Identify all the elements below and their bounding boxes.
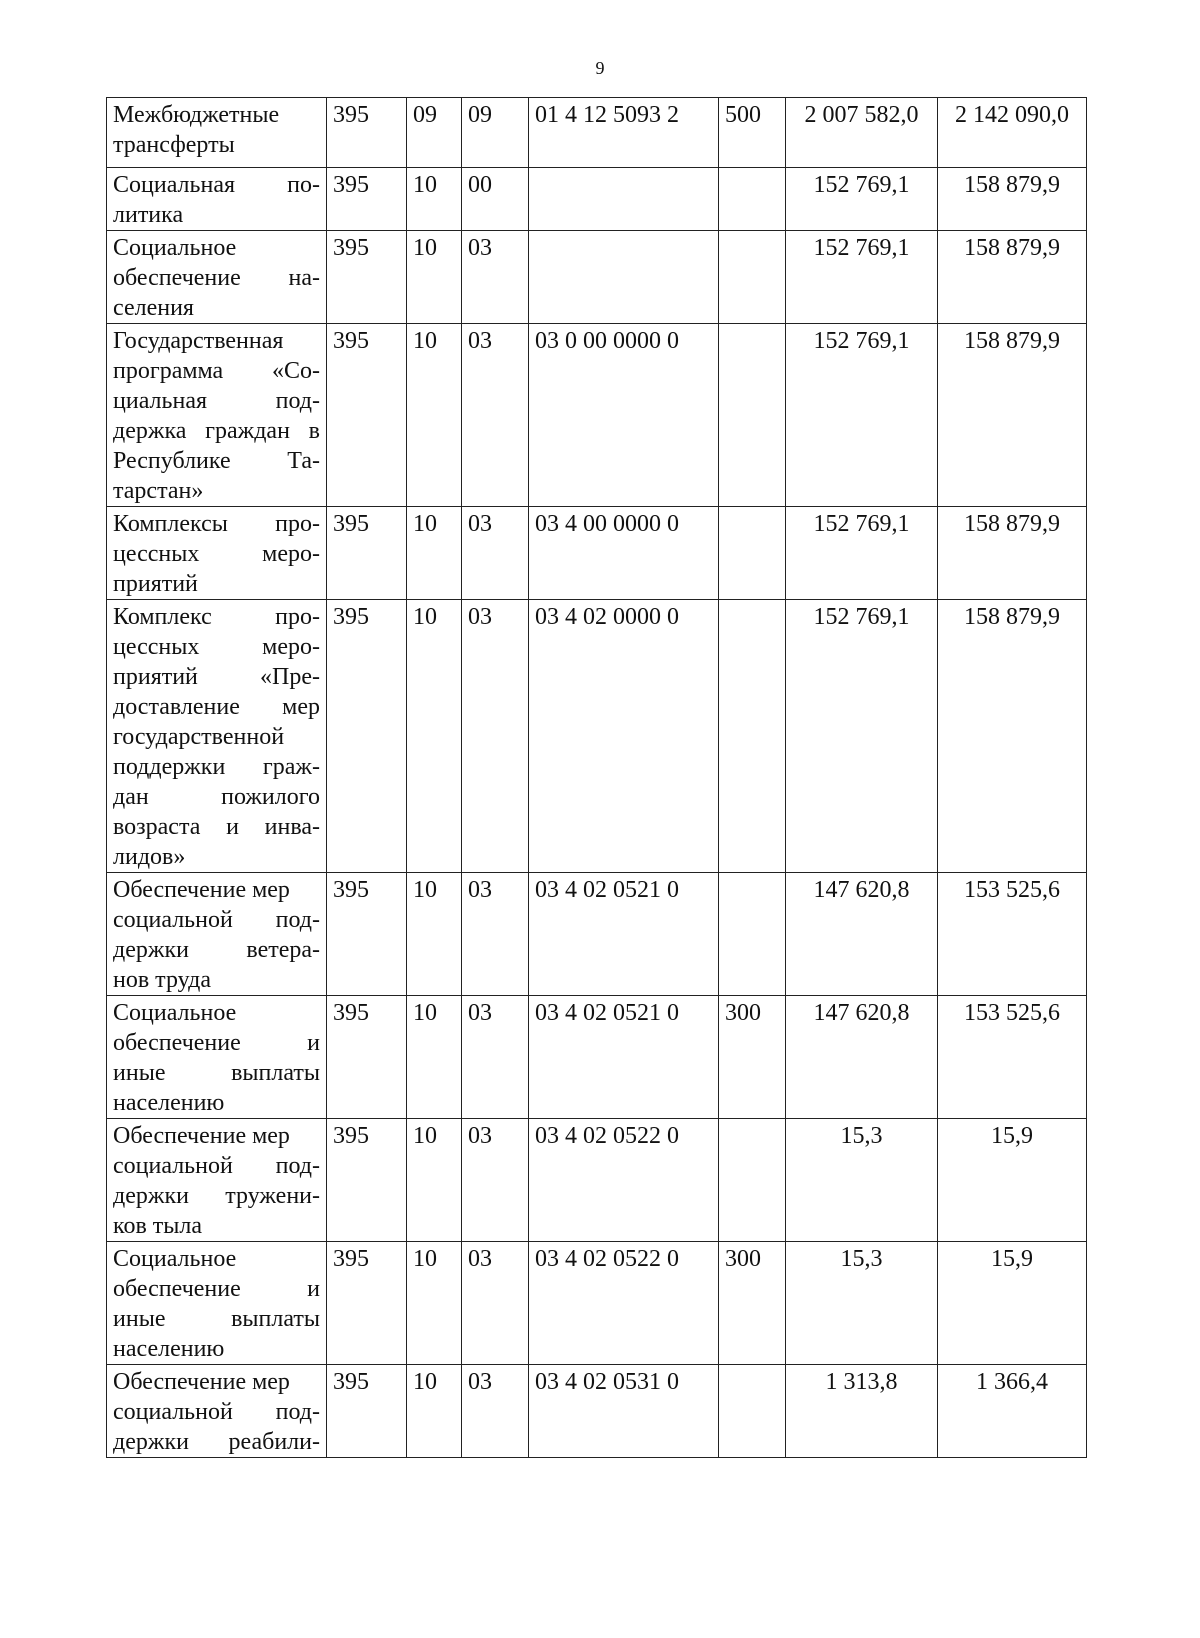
table-row <box>107 98 1087 168</box>
expense-type-cell <box>719 507 786 600</box>
row-name-line: Государственная <box>113 328 284 354</box>
amount-year1-cell: 152 769,1 <box>786 600 938 873</box>
row-name-cell <box>107 1119 327 1242</box>
row-name-cell <box>107 996 327 1119</box>
row-name-line: населению <box>113 1090 225 1116</box>
target-article-cell: 01 4 12 5093 2 <box>529 98 719 168</box>
row-name-line: Социальная по- <box>113 172 320 198</box>
row-name-line: иные выплаты <box>113 1306 320 1332</box>
row-name-line: социальной под- <box>113 1153 320 1179</box>
amount-year2-cell: 158 879,9 <box>938 324 1087 507</box>
amount-year2-cell: 15,9 <box>938 1119 1087 1242</box>
row-name-line: приятий <box>113 571 198 597</box>
amount-year2-cell: 158 879,9 <box>938 507 1087 600</box>
target-article-cell: 03 4 02 0521 0 <box>529 873 719 996</box>
section-code-cell: 10 <box>407 507 462 600</box>
amount-year1-cell: 147 620,8 <box>786 996 938 1119</box>
row-name-line: лидов» <box>113 844 186 870</box>
table-row <box>107 231 1087 324</box>
row-name-line: держка граждан в <box>113 418 320 444</box>
row-name-line: Комплексы про- <box>113 511 320 537</box>
table-row <box>107 600 1087 873</box>
row-name-line: возраста и инва- <box>113 814 320 840</box>
row-name-line: держки ветера- <box>113 937 320 963</box>
subsection-code-cell: 03 <box>462 324 529 507</box>
budget-table <box>106 97 1087 1458</box>
target-article-cell <box>529 168 719 231</box>
table-row <box>107 168 1087 231</box>
target-article-cell <box>529 231 719 324</box>
table-row <box>107 507 1087 600</box>
expense-type-cell <box>719 324 786 507</box>
table-row <box>107 1365 1087 1458</box>
row-name-cell <box>107 507 327 600</box>
row-name-line: приятий «Пре- <box>113 664 320 690</box>
amount-year2-cell: 153 525,6 <box>938 873 1087 996</box>
amount-year2-cell: 158 879,9 <box>938 231 1087 324</box>
row-name-cell <box>107 231 327 324</box>
table-row <box>107 324 1087 507</box>
row-name-line: Социальное <box>113 1246 237 1272</box>
subsection-code-cell: 09 <box>462 98 529 168</box>
subsection-code-cell: 03 <box>462 507 529 600</box>
row-name-line: социальной под- <box>113 907 320 933</box>
amount-year1-cell: 152 769,1 <box>786 231 938 324</box>
row-name-line: селения <box>113 295 194 321</box>
subsection-code-cell: 03 <box>462 1119 529 1242</box>
row-name-line: цессных меро- <box>113 541 320 567</box>
expense-type-cell: 300 <box>719 996 786 1119</box>
row-name-line: Республике Та- <box>113 448 320 474</box>
amount-year1-cell: 152 769,1 <box>786 168 938 231</box>
section-code-cell: 10 <box>407 231 462 324</box>
target-article-cell: 03 4 02 0000 0 <box>529 600 719 873</box>
row-name-line: Обеспечение мер <box>113 1123 290 1149</box>
admin-code-cell: 395 <box>327 1365 407 1458</box>
amount-year1-cell: 147 620,8 <box>786 873 938 996</box>
row-name-line: ков тыла <box>113 1213 203 1239</box>
expense-type-cell: 500 <box>719 98 786 168</box>
section-code-cell: 10 <box>407 168 462 231</box>
row-name-line: Социальное <box>113 235 237 261</box>
row-name-line: нов труда <box>113 967 211 993</box>
subsection-code-cell: 03 <box>462 600 529 873</box>
row-name-line: обеспечение и <box>113 1030 320 1056</box>
expense-type-cell <box>719 600 786 873</box>
subsection-code-cell: 00 <box>462 168 529 231</box>
amount-year2-cell: 2 142 090,0 <box>938 98 1087 168</box>
admin-code-cell: 395 <box>327 1242 407 1365</box>
amount-year1-cell: 152 769,1 <box>786 324 938 507</box>
admin-code-cell: 395 <box>327 324 407 507</box>
admin-code-cell: 395 <box>327 873 407 996</box>
admin-code-cell: 395 <box>327 98 407 168</box>
subsection-code-cell: 03 <box>462 231 529 324</box>
amount-year2-cell: 1 366,4 <box>938 1365 1087 1458</box>
row-name-cell <box>107 873 327 996</box>
section-code-cell: 09 <box>407 98 462 168</box>
section-code-cell: 10 <box>407 1242 462 1365</box>
admin-code-cell: 395 <box>327 231 407 324</box>
row-name-cell <box>107 600 327 873</box>
section-code-cell: 10 <box>407 996 462 1119</box>
row-name-line: трансферты <box>113 132 235 158</box>
row-name-cell <box>107 1242 327 1365</box>
admin-code-cell: 395 <box>327 507 407 600</box>
target-article-cell: 03 4 00 0000 0 <box>529 507 719 600</box>
row-name-line: цессных меро- <box>113 634 320 660</box>
admin-code-cell: 395 <box>327 600 407 873</box>
row-name-cell <box>107 168 327 231</box>
row-name-line: поддержки граж- <box>113 754 320 780</box>
row-name-line: доставление мер <box>113 694 320 720</box>
expense-type-cell <box>719 1119 786 1242</box>
admin-code-cell: 395 <box>327 996 407 1119</box>
subsection-code-cell: 03 <box>462 1365 529 1458</box>
admin-code-cell: 395 <box>327 168 407 231</box>
row-name-line: Социальное <box>113 1000 237 1026</box>
row-name-line: держки тружени- <box>113 1183 320 1209</box>
expense-type-cell <box>719 873 786 996</box>
row-name-line: дан пожилого <box>113 784 320 810</box>
target-article-cell: 03 4 02 0522 0 <box>529 1119 719 1242</box>
subsection-code-cell: 03 <box>462 996 529 1119</box>
target-article-cell: 03 0 00 0000 0 <box>529 324 719 507</box>
row-name-line: Обеспечение мер <box>113 877 290 903</box>
amount-year2-cell: 15,9 <box>938 1242 1087 1365</box>
row-name-line: держки реабили- <box>113 1429 320 1455</box>
target-article-cell: 03 4 02 0522 0 <box>529 1242 719 1365</box>
row-name-line: населению <box>113 1336 225 1362</box>
row-name-cell <box>107 1365 327 1458</box>
row-name-line: социальной под- <box>113 1399 320 1425</box>
row-name-line: Межбюджетные <box>113 102 280 128</box>
row-name-line: тарстан» <box>113 478 204 504</box>
row-name-cell <box>107 98 327 168</box>
row-name-line: обеспечение на- <box>113 265 320 291</box>
row-name-line: литика <box>113 202 184 228</box>
table-row <box>107 1119 1087 1242</box>
section-code-cell: 10 <box>407 873 462 996</box>
amount-year1-cell: 15,3 <box>786 1242 938 1365</box>
section-code-cell: 10 <box>407 324 462 507</box>
expense-type-cell <box>719 1365 786 1458</box>
amount-year2-cell: 158 879,9 <box>938 600 1087 873</box>
admin-code-cell: 395 <box>327 1119 407 1242</box>
expense-type-cell: 300 <box>719 1242 786 1365</box>
section-code-cell: 10 <box>407 600 462 873</box>
page-number: 9 <box>595 58 605 78</box>
subsection-code-cell: 03 <box>462 873 529 996</box>
section-code-cell: 10 <box>407 1119 462 1242</box>
row-name-line: Комплекс про- <box>113 604 320 630</box>
target-article-cell: 03 4 02 0531 0 <box>529 1365 719 1458</box>
table-row <box>107 873 1087 996</box>
amount-year1-cell: 15,3 <box>786 1119 938 1242</box>
target-article-cell: 03 4 02 0521 0 <box>529 996 719 1119</box>
table-row <box>107 1242 1087 1365</box>
subsection-code-cell: 03 <box>462 1242 529 1365</box>
amount-year1-cell: 152 769,1 <box>786 507 938 600</box>
expense-type-cell <box>719 231 786 324</box>
row-name-line: иные выплаты <box>113 1060 320 1086</box>
amount-year2-cell: 158 879,9 <box>938 168 1087 231</box>
row-name-line: программа «Со- <box>113 358 320 384</box>
row-name-cell <box>107 324 327 507</box>
row-name-line: Обеспечение мер <box>113 1369 290 1395</box>
row-name-line: обеспечение и <box>113 1276 320 1302</box>
expense-type-cell <box>719 168 786 231</box>
amount-year2-cell: 153 525,6 <box>938 996 1087 1119</box>
row-name-line: циальная под- <box>113 388 320 414</box>
table-row <box>107 996 1087 1119</box>
amount-year1-cell: 1 313,8 <box>786 1365 938 1458</box>
section-code-cell: 10 <box>407 1365 462 1458</box>
row-name-line: государственной <box>113 724 285 750</box>
amount-year1-cell: 2 007 582,0 <box>786 98 938 168</box>
